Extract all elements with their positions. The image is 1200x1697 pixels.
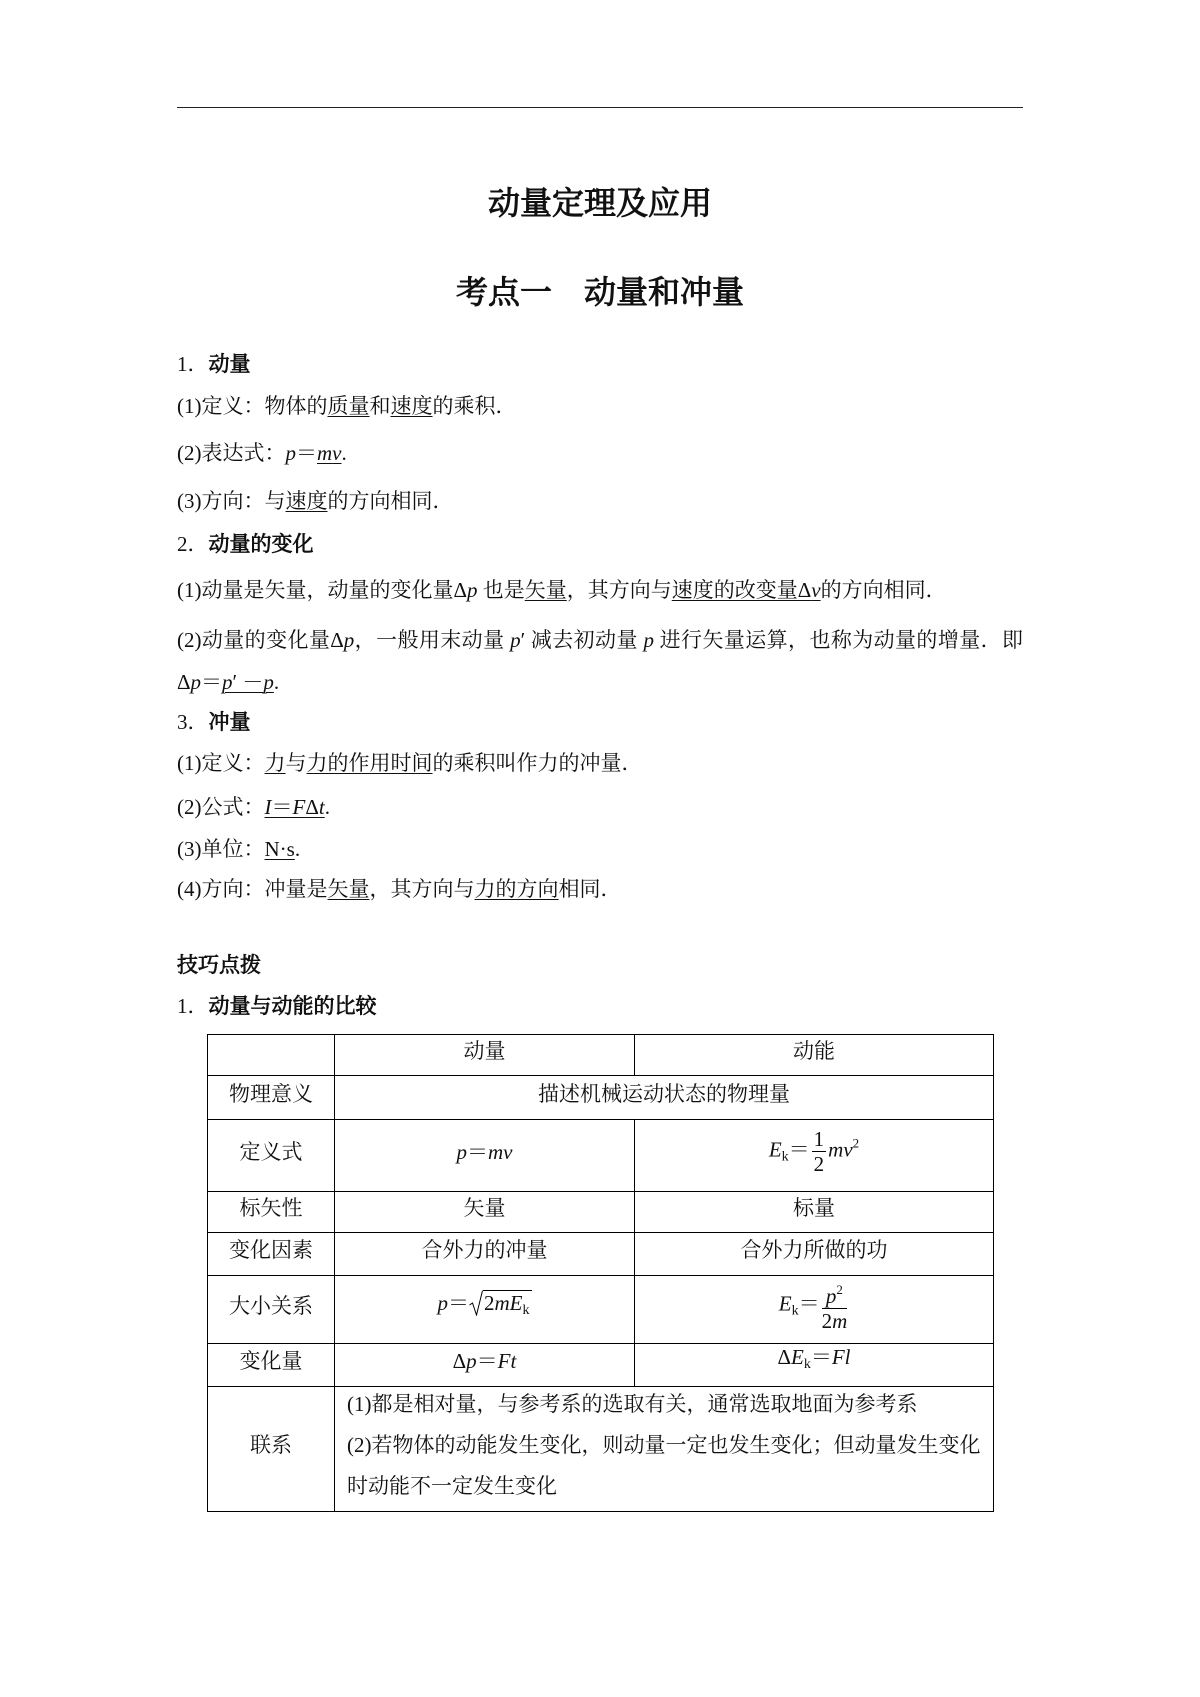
table-row: [208, 1233, 994, 1276]
impulse-formula: [177, 794, 330, 820]
math-operator: ＝: [788, 1137, 810, 1162]
kinetic-magnitude-cell: [635, 1276, 994, 1344]
heading-number: 1．: [177, 994, 209, 1018]
table-cell: 合外力所做的功: [635, 1233, 994, 1276]
impulse-definition: [177, 750, 643, 776]
math-symbol: m: [488, 1139, 504, 1164]
math-operator: Δ: [452, 1349, 467, 1373]
row-label: 联系: [208, 1387, 335, 1512]
table-row: [208, 1344, 994, 1387]
math-subscript: k: [791, 1303, 799, 1319]
text-run: 的方向相同．: [820, 578, 947, 602]
math-symbol: p: [510, 628, 521, 652]
math-operator: ＝: [476, 1349, 498, 1373]
math-operator: ＝: [296, 441, 317, 465]
text-run: 的方向相同．: [327, 489, 454, 513]
fraction: [822, 1278, 848, 1333]
text-run: .: [294, 837, 301, 861]
math-symbol: m: [494, 1290, 510, 1315]
kinetic-change-cell: [635, 1344, 994, 1387]
answer-blank: 矢量: [524, 578, 567, 602]
math-subscript: k: [803, 1357, 811, 1372]
momentum-change-item-2: [177, 627, 1023, 653]
math-operator: ＝: [448, 1290, 469, 1315]
heading-text: 动量与动能的比较: [208, 994, 377, 1018]
math-symbol: F: [292, 795, 306, 819]
math-symbol: v: [811, 578, 821, 602]
text-run: (2)公式：: [177, 795, 265, 819]
math-symbol: E: [768, 1137, 782, 1162]
text-run: (3)单位：: [177, 837, 265, 861]
momentum-change-item-1: [177, 577, 947, 603]
math-symbol: E: [509, 1290, 523, 1315]
fraction-numerator: 1: [813, 1127, 825, 1151]
math-symbol: p: [222, 670, 233, 694]
page-title: 动量定理及应用: [487, 185, 712, 221]
math-number: 2: [484, 1290, 495, 1315]
merged-cell: [335, 1387, 994, 1512]
text-run: 的乘积．: [432, 394, 517, 418]
text-run: 和: [369, 394, 391, 418]
text-run: (1)定义：: [177, 751, 265, 775]
heading-momentum: [177, 351, 251, 377]
math-symbol: m: [317, 441, 333, 465]
math-subscript: k: [522, 1302, 530, 1318]
row-label: 大小关系: [208, 1276, 335, 1344]
table-header-row: [208, 1035, 994, 1076]
momentum-formula-cell: [335, 1120, 635, 1192]
radical-sign-icon: [469, 1290, 483, 1316]
merged-cell: 描述机械运动状态的物理量: [335, 1076, 994, 1120]
square-root: [469, 1290, 532, 1322]
text-run: 与: [285, 751, 307, 775]
answer-blank: [222, 670, 274, 694]
answer-blank: 力的作用时间: [306, 751, 433, 775]
relation-line: 时动能不一定发生变化: [347, 1474, 557, 1498]
answer-blank: 速度: [390, 394, 433, 418]
row-label: 定义式: [208, 1120, 335, 1192]
table-row: [208, 1387, 994, 1512]
text-run: 的乘积叫作力的冲量．: [432, 751, 643, 775]
math-symbol: p: [467, 578, 478, 602]
math-operator: ＝: [271, 795, 293, 819]
kinetic-formula-cell: [635, 1120, 994, 1192]
table-corner-cell: [208, 1035, 335, 1076]
section-title: 考点一 动量和冲量: [455, 274, 744, 310]
momentum-direction: [177, 488, 454, 514]
math-symbol: p: [456, 1139, 467, 1164]
math-superscript: 2: [852, 1135, 860, 1151]
heading-impulse: [177, 709, 251, 735]
table-header-kinetic-energy: 动能: [635, 1035, 994, 1076]
text-run: ，其方向与: [369, 877, 475, 901]
math-symbol: l: [844, 1345, 851, 1369]
table-row: [208, 1276, 994, 1344]
table-cell: 合外力的冲量: [335, 1233, 635, 1276]
momentum-expression: [177, 440, 347, 466]
table-row: [208, 1076, 994, 1120]
fraction-denominator: [822, 1309, 848, 1333]
row-label: 标矢性: [208, 1192, 335, 1233]
momentum-magnitude-cell: [335, 1276, 635, 1344]
header-rule: [177, 107, 1023, 108]
text-run: (3)方向：与: [177, 489, 286, 513]
impulse-direction: [177, 876, 622, 902]
answer-blank: 力的方向: [474, 877, 559, 901]
text-run: (1)动量是矢量，动量的变化量Δ: [177, 578, 467, 602]
math-operator: ＝: [810, 1345, 832, 1369]
momentum-change-formula: [177, 669, 279, 695]
math-operator: Δ: [777, 1345, 791, 1369]
text-run: ，一般用末动量: [354, 628, 511, 652]
math-operator: Δ: [177, 670, 191, 694]
math-number: 2: [821, 1309, 833, 1333]
heading-text: 动量: [208, 352, 251, 376]
momentum-definition: [177, 393, 517, 419]
text-run: .: [324, 795, 330, 819]
fraction: [812, 1127, 827, 1176]
math-operator: ＝: [798, 1291, 820, 1316]
math-symbol: p: [285, 441, 296, 465]
table-row: [208, 1120, 994, 1192]
relation-line: (1)都是相对量，与参考系的选取有关，通常选取地面为参考系: [347, 1392, 918, 1416]
text-run: (2)动量的变化量Δ: [177, 628, 344, 652]
table-cell: 矢量: [335, 1192, 635, 1233]
answer-blank: 矢量: [327, 877, 370, 901]
row-label: 变化量: [208, 1344, 335, 1387]
text-run: 相同．: [558, 877, 622, 901]
math-symbol: m: [832, 1309, 848, 1333]
math-symbol: F: [497, 1349, 511, 1373]
math-symbol: p: [466, 1349, 477, 1373]
math-symbol: v: [503, 1139, 513, 1164]
heading-number: 1．: [177, 352, 209, 376]
answer-blank: [672, 578, 821, 602]
math-symbol: F: [831, 1345, 845, 1369]
row-label: 变化因素: [208, 1233, 335, 1276]
math-symbol: t: [318, 795, 325, 819]
fraction-denominator: 2: [813, 1152, 825, 1176]
math-operator: Δ: [305, 795, 319, 819]
answer-blank: [265, 795, 325, 819]
heading-number: 2．: [177, 532, 209, 556]
math-symbol: p: [643, 628, 655, 652]
text-run: ′ 减去初动量: [520, 628, 644, 652]
text-run: (1)定义：物体的: [177, 394, 328, 418]
text-run: (2)表达式：: [177, 441, 286, 465]
math-symbol: m: [828, 1137, 844, 1162]
math-symbol: t: [510, 1349, 517, 1373]
answer-blank: N·s: [264, 837, 295, 861]
math-symbol: p: [343, 628, 355, 652]
answer-blank: 速度: [285, 489, 328, 513]
math-symbol: p: [437, 1290, 448, 1315]
heading-text: 动量的变化: [208, 532, 314, 556]
answer-blank: 力: [264, 751, 286, 775]
heading-number: 3．: [177, 710, 209, 734]
math-symbol: p: [263, 670, 274, 694]
text-run: 也是: [477, 578, 525, 602]
tips-item-heading: [177, 993, 377, 1019]
text-run: 进行矢量运算，也称为动量的增量．即: [654, 628, 1024, 652]
table-header-momentum: 动量: [335, 1035, 635, 1076]
heading-momentum-change: [177, 531, 314, 557]
math-symbol: p: [825, 1284, 837, 1308]
answer-blank: [317, 441, 342, 465]
text-run: .: [273, 670, 280, 694]
text-run: .: [341, 441, 347, 465]
math-subscript: k: [781, 1149, 789, 1165]
math-symbol: p: [190, 670, 202, 694]
answer-blank: 质量: [327, 394, 370, 418]
math-symbol: E: [791, 1345, 804, 1369]
text-run: (4)方向：冲量是: [177, 877, 328, 901]
table-cell: 标量: [635, 1192, 994, 1233]
impulse-unit: [177, 836, 300, 862]
math-symbol: v: [332, 441, 342, 465]
math-symbol: E: [778, 1291, 792, 1316]
fraction-numerator: [822, 1278, 848, 1309]
tips-heading: 技巧点拨: [177, 953, 261, 977]
math-operator: ′ －: [232, 670, 264, 694]
math-symbol: I: [264, 795, 272, 819]
math-superscript: 2: [836, 1282, 843, 1297]
text-run: 速度的改变量Δ: [671, 578, 812, 602]
row-label: 物理意义: [208, 1076, 335, 1120]
math-operator: ＝: [467, 1139, 488, 1164]
heading-text: 冲量: [208, 710, 251, 734]
momentum-change-cell: [335, 1344, 635, 1387]
relation-line: (2)若物体的动能发生变化，则动量一定也发生变化；但动量发生变化: [347, 1433, 981, 1457]
math-symbol: v: [843, 1137, 853, 1162]
relation-text: [347, 1384, 985, 1507]
math-operator: ＝: [201, 670, 223, 694]
comparison-table: [207, 1034, 994, 1512]
table-row: [208, 1192, 994, 1233]
radicand: [483, 1290, 532, 1322]
text-run: ，其方向与: [566, 578, 672, 602]
